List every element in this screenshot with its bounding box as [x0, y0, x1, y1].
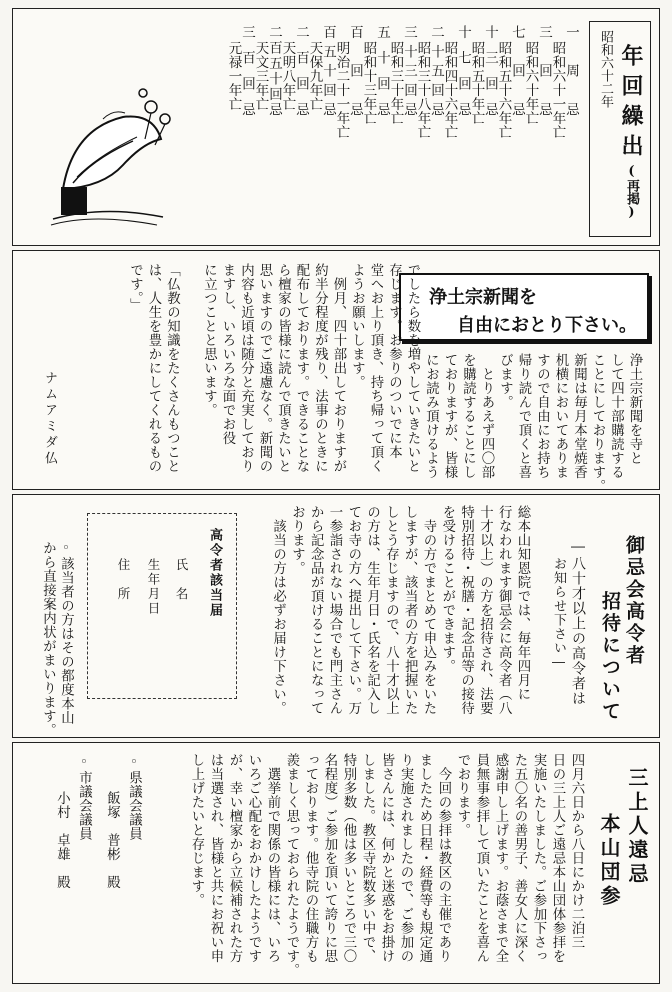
memorial-row — [306, 25, 336, 245]
newspaper-column: 内容も近頃は随分と充実しており — [238, 263, 254, 473]
council2-label: ◦市議会議員 — [76, 755, 92, 841]
memorial-row — [225, 25, 255, 245]
banner-line2: 自由におとり下さい。 — [457, 315, 637, 336]
council1-label: ◦県議会議員 — [126, 755, 142, 841]
invitation-title-line2: 招待について — [599, 591, 621, 723]
newspaper-column: です。」 — [127, 263, 143, 313]
pilgrimage-section — [12, 742, 660, 984]
newspaper-column: 例月、四十部出しておりますが — [331, 263, 346, 473]
newspaper-column: に立つことと思います。 — [201, 263, 217, 417]
memorial-title-paren: (再掲) — [624, 164, 639, 220]
memorial-row — [414, 25, 444, 245]
memorial-row — [441, 25, 471, 245]
newspaper-column: すので自由にお持ち — [534, 353, 550, 479]
memorial-kind: 一 周 忌 — [563, 25, 579, 117]
newspaper-column: ら檀家の皆様に読んで頂きたいと — [275, 263, 291, 473]
newspaper-column: 新聞は毎月本堂焼香 — [571, 353, 587, 479]
newspaper-column: でしたら数を増やしていきたいと — [405, 263, 420, 473]
newspaper-column: 配布しております。できることな — [294, 263, 309, 473]
pilgrimage-column: 実施いたしました。ご参加下さっ — [531, 753, 546, 963]
council1-name: 飯塚 普彬 殿 — [104, 791, 120, 889]
memorial-row — [360, 25, 390, 245]
memorial-title — [620, 44, 642, 220]
form-birth-label: 生年月日 — [146, 558, 161, 616]
invitation-column: 該当の方は必ずお届け下さい。 — [270, 505, 286, 715]
pilgrimage-column: し上げたいと存じます。 — [189, 753, 204, 907]
memorial-date: 昭和五十六年亡 — [495, 41, 512, 139]
newspaper-column: ことにしております。 — [590, 353, 605, 493]
newspaper-column: 机横においてありま — [553, 353, 568, 479]
pilgrimage-column: り実施されましたので、ご参加の — [398, 753, 413, 963]
memorial-date: 天保九年亡 — [306, 41, 323, 111]
memorial-row — [495, 25, 525, 245]
memorial-kind: 三 回 忌 — [536, 25, 552, 117]
pilgrimage-column: 員無事参拝して頂いたことを喜ん — [474, 753, 489, 963]
banner-line1: 浄土宗新聞を — [429, 287, 537, 308]
pilgrimage-column: 今回の参拝は教区の主催であり — [436, 753, 451, 963]
invitation-column: 行なわれます御忌会に高令者（八 — [496, 505, 512, 715]
memorial-kind: 二百回忌 — [293, 25, 309, 117]
newspaper-column: ておりますが、皆様 — [442, 353, 457, 479]
memorial-title-text: 年回繰出 — [618, 44, 644, 164]
newspaper-column: 「仏教の知識をたくさんもつこと — [164, 263, 180, 473]
invitation-title-line1: 御忌会高令者 — [623, 535, 645, 667]
memorial-kind: 十三回忌 — [482, 25, 498, 117]
newspaper-section — [12, 250, 660, 493]
newspaper-column: 約半分程度が残り、法事のときに — [312, 263, 328, 473]
memorial-kind: 二百五十回忌 — [266, 25, 282, 117]
pilgrimage-title-line2: 本山団参 — [597, 813, 621, 909]
memorial-date: 明治二十一年亡 — [333, 41, 350, 139]
newspaper-column: 堂へお上り頂き、持ち帰って頂く — [368, 263, 383, 473]
memorial-row — [387, 25, 417, 245]
form-address-label: 住 所 — [116, 558, 131, 602]
memorial-title-box — [589, 21, 651, 237]
pilgrimage-column: 四月六日から八日にかけ二泊三 — [569, 753, 584, 949]
memorial-date: 昭和三十八年亡 — [414, 41, 431, 139]
pilgrimage-column: が、幸い檀家から立候補された方 — [227, 753, 242, 963]
newspaper-column: ようお願いします。 — [349, 263, 365, 389]
pilgrimage-column: 日の三上人ご遠忌本山団体参拝を — [550, 753, 565, 963]
council2-name: 小村 卓雄 殿 — [54, 791, 70, 889]
newspaper-column: して四十部購読する — [608, 353, 624, 479]
memorial-kind: 五十回忌 — [374, 25, 390, 117]
memorial-kind: 二十五回忌 — [428, 25, 444, 117]
newspaper-column: を購読することにし — [460, 353, 476, 479]
memorial-table — [225, 25, 577, 245]
memorial-date: 昭和六十年亡 — [522, 41, 539, 125]
newspaper-banner — [399, 273, 649, 341]
pilgrimage-column: しました。教区寺院数多い中で、 — [360, 753, 375, 963]
pilgrimage-column: 選挙前で関係の皆様には、いろ — [265, 753, 280, 963]
invitation-column: から記念品が頂けることになって — [308, 505, 324, 715]
pilgrimage-column: っております。他寺院の住職方も — [303, 753, 318, 963]
newspaper-column: にお読み頂けるよう — [423, 353, 439, 479]
memorial-row — [279, 25, 309, 245]
pilgrimage-column: 名程度）ご参加を頂いて誇りに思 — [322, 753, 337, 963]
invitation-subtitle1: ―八十才以上の高令者は — [570, 539, 586, 706]
invitation-column: を受けることができます。 — [439, 505, 455, 673]
memorial-year: 昭和六十二年 — [598, 30, 613, 108]
pilgrimage-column: いろご心配をおかけしたようです — [246, 753, 261, 963]
newspaper-column: 思いますのでご遠慮なく。新聞の — [257, 263, 272, 473]
memorial-kind: 百 回 忌 — [347, 25, 363, 117]
memorial-date: 天明八年亡 — [279, 41, 296, 111]
signature: ナムアミダ仏 — [42, 371, 57, 467]
elderly-invitation-section — [12, 494, 660, 738]
memorial-date: 昭和五十年亡 — [468, 41, 485, 125]
newspaper-column: ますし、いろいろな面でお役 — [220, 263, 235, 445]
pilgrimage-column: ましたため日程・経費等も規定通 — [417, 753, 432, 963]
pilgrimage-column: 感謝申し上げます。お蔭さまで全 — [493, 753, 508, 963]
note-line2: から直接案内状がまいります。 — [40, 541, 56, 737]
pilgrimage-title-line1: 三上人遠忌 — [625, 767, 649, 887]
invitation-subtitle2: お知らせ下さい― — [551, 557, 566, 671]
memorial-date: 昭和十三年亡 — [360, 41, 377, 125]
pilgrimage-column: は当選され、皆様と共にお祝い申 — [208, 753, 223, 963]
memorial-row — [549, 25, 579, 245]
memorial-date: 昭和四十六年亡 — [441, 41, 458, 139]
pilgrimage-column: た五〇名の善男子、善女人に深く — [512, 753, 527, 963]
note-line1: ◦該当者の方はその都度本山 — [58, 541, 74, 725]
pilgrimage-column: でおります。 — [455, 753, 470, 837]
memorial-kind: 三十三回忌 — [401, 25, 417, 117]
mokugyo-illustration-icon — [33, 79, 183, 229]
pilgrimage-column: 特別多数（他は多いところで三〇 — [341, 753, 356, 963]
invitation-column: てお寺の方へ提出して下さい。万 — [345, 505, 361, 715]
form-name-label: 氏 名 — [174, 558, 189, 602]
invitation-column: 寺の方でまとめて申込みをいた — [421, 505, 436, 715]
elderly-form[interactable] — [87, 513, 237, 699]
memorial-kind: 七 回 忌 — [509, 25, 525, 117]
invitation-column: しますが、該当者の方を把握いた — [402, 505, 418, 715]
newspaper-column: とりあえず四〇部 — [479, 353, 494, 479]
pilgrimage-column: 皆さんには、何かと迷惑をお掛け — [379, 753, 394, 963]
memorial-kind: 三百回忌 — [239, 25, 255, 117]
invitation-column: おります。 — [289, 505, 305, 575]
form-title: 高令者該当届 — [207, 528, 222, 618]
memorial-date: 天文三年亡 — [252, 41, 269, 111]
memorial-schedule-section — [12, 8, 660, 246]
newspaper-column: 帰り読んで頂くと喜 — [516, 353, 531, 479]
invitation-column: 十才以上）の方を招待され、法要 — [477, 505, 493, 715]
memorial-row — [252, 25, 282, 245]
pilgrimage-column: 羨ましく思っておられたようです。 — [284, 753, 299, 977]
memorial-kind: 十七回忌 — [455, 25, 471, 117]
newspaper-column: びます。 — [497, 353, 513, 409]
memorial-date: 元禄一年亡 — [225, 41, 242, 111]
invitation-column: 総本山知恩院では、毎年四月に — [515, 505, 530, 701]
memorial-date: 昭和三十年亡 — [387, 41, 404, 125]
memorial-row — [468, 25, 498, 245]
invitation-column: 特別招待・祝膳・記念品等の接待 — [458, 505, 474, 715]
newspaper-column: は、人生を豊かにしてくれるもの — [146, 263, 161, 473]
invitation-column: しとう存じますので、八十才以上 — [383, 505, 399, 715]
invitation-column: 一参詣されない場合でも門主さん — [327, 505, 342, 715]
memorial-row — [333, 25, 363, 245]
memorial-kind: 百五十回忌 — [320, 25, 336, 117]
newspaper-column: 存じます。お参りのついでに本 — [386, 263, 402, 459]
memorial-date: 昭和六十一年亡 — [549, 41, 566, 139]
newspaper-column: 浄土宗新聞を寺と — [627, 353, 642, 465]
invitation-column: の方は、生年月日・氏名を記入し — [364, 505, 380, 715]
memorial-row — [522, 25, 552, 245]
